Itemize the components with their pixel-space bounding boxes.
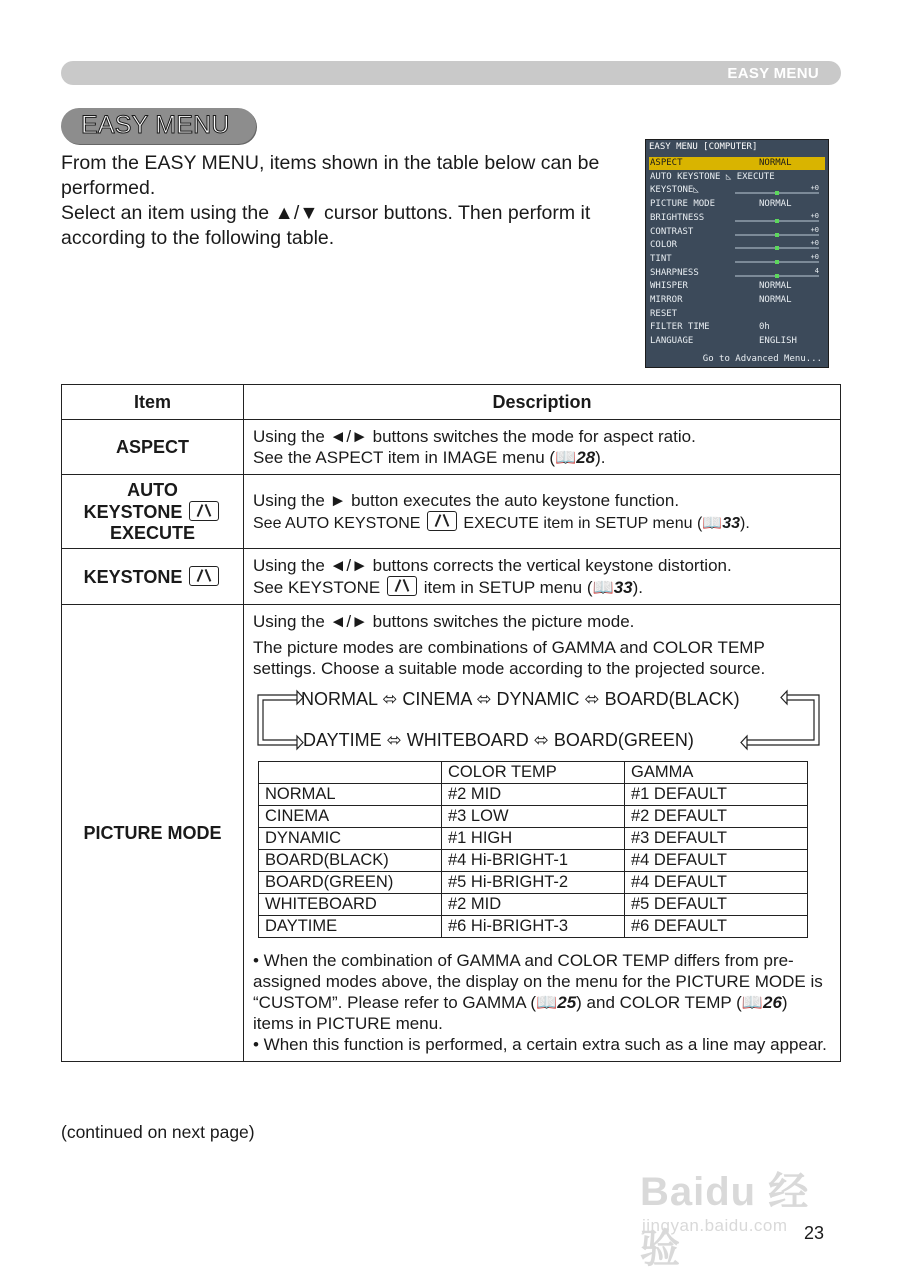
osd-row — [649, 171, 825, 184]
mode-table-cell: CINEMA — [259, 806, 442, 828]
osd-row — [649, 157, 825, 170]
mode-table-cell: #6 DEFAULT — [625, 916, 808, 938]
page-reference[interactable] — [702, 515, 740, 532]
mode-table-row — [259, 916, 808, 938]
osd-row-number: +0 — [810, 252, 819, 261]
osd-row-label: RESET — [650, 308, 678, 319]
keystone-icon — [189, 566, 219, 586]
mode-table-cell: WHITEBOARD — [259, 894, 442, 916]
mode-table-cell: #1 DEFAULT — [625, 784, 808, 806]
osd-slider-knob — [775, 191, 779, 195]
item-picture-mode: PICTURE MODE — [62, 605, 244, 1062]
keystone-icon — [427, 511, 457, 531]
osd-row-number: +0 — [810, 225, 819, 234]
book-icon: 📖 — [555, 448, 577, 467]
osd-row-label: TINT — [650, 253, 672, 264]
mode-table-cell: BOARD(BLACK) — [259, 850, 442, 872]
item-aspect: ASPECT — [62, 420, 244, 475]
mode-table-row — [259, 850, 808, 872]
col-header-item: Item — [62, 385, 244, 420]
osd-row-label: ASPECT — [650, 158, 683, 168]
picture-mode-note-1 — [253, 950, 831, 1034]
osd-row-label: COLOR — [650, 240, 678, 251]
osd-row-label: PICTURE MODE — [650, 199, 716, 210]
item-auto-keystone-line2 — [66, 501, 239, 523]
desc-auto-keystone-line1: Using the ► button executes the auto keystone function. — [253, 490, 680, 510]
osd-row-slider — [735, 261, 819, 263]
book-icon: 📖 — [592, 578, 614, 597]
mode-table-cell: BOARD(GREEN) — [259, 872, 442, 894]
section-title-pill — [61, 108, 256, 144]
item-auto-keystone — [62, 475, 244, 549]
osd-menu-screenshot — [645, 139, 829, 368]
keystone-icon — [189, 501, 219, 521]
page-number-ref: 33 — [613, 578, 633, 597]
mode-table-cell: #3 LOW — [442, 806, 625, 828]
picture-mode-cycle-diagram — [253, 685, 831, 751]
osd-row-label: KEYSTONE◺ — [650, 185, 699, 196]
osd-row — [649, 294, 825, 307]
mode-table-cell: DYNAMIC — [259, 828, 442, 850]
text-fragment: See KEYSTONE — [253, 578, 381, 597]
mode-table-cell: #1 HIGH — [442, 828, 625, 850]
osd-row-label: FILTER TIME — [650, 322, 710, 333]
osd-row-number: 4 — [814, 266, 819, 275]
table-row-keystone — [62, 549, 841, 605]
table-row-picture-mode — [62, 605, 841, 1062]
table-row-auto-keystone — [62, 475, 841, 549]
osd-slider-knob — [775, 233, 779, 237]
osd-row-slider — [735, 220, 819, 222]
osd-row-value: ENGLISH — [759, 336, 797, 347]
text-fragment: KEYSTONE — [83, 566, 183, 587]
desc-picture-mode — [244, 605, 841, 1062]
page-reference[interactable] — [593, 578, 633, 597]
intro-text — [61, 151, 621, 251]
book-icon: 📖 — [702, 514, 723, 532]
desc-auto-keystone — [244, 475, 841, 549]
mode-table-cell: #2 DEFAULT — [625, 806, 808, 828]
cycle-line-2: DAYTIME ⬄ WHITEBOARD ⬄ BOARD(GREEN) — [303, 730, 694, 750]
text-fragment: See the ASPECT item in IMAGE menu ( — [253, 448, 556, 467]
mode-table-header-cell: COLOR TEMP — [442, 762, 625, 784]
header-bar — [61, 61, 841, 85]
osd-row-label: CONTRAST — [650, 226, 694, 237]
osd-row — [649, 321, 825, 334]
text-fragment: ) items in PICTURE menu. — [253, 993, 788, 1033]
table-header-row — [62, 385, 841, 420]
mode-table-cell: #3 DEFAULT — [625, 828, 808, 850]
osd-row — [649, 239, 825, 252]
desc-keystone-line2 — [253, 576, 831, 598]
item-auto-keystone-line3: EXECUTE — [109, 522, 196, 543]
osd-row-value: NORMAL — [759, 158, 792, 168]
osd-row — [649, 226, 825, 239]
osd-row — [649, 267, 825, 280]
picture-mode-table — [258, 761, 808, 938]
mode-table-row — [259, 894, 808, 916]
osd-row — [649, 335, 825, 348]
mode-table-cell: #4 DEFAULT — [625, 872, 808, 894]
osd-title: EASY MENU [COMPUTER] — [649, 142, 758, 152]
mode-table-row — [259, 828, 808, 850]
osd-slider-knob — [775, 219, 779, 223]
picture-mode-note-2: • When this function is performed, a certain extra such as a line may appear. — [253, 1035, 827, 1054]
book-icon: 📖 — [536, 993, 558, 1012]
mode-table-cell: NORMAL — [259, 784, 442, 806]
intro-paragraph-1: From the EASY MENU, items shown in the table below can be performed. — [61, 152, 600, 199]
desc-keystone — [244, 549, 841, 605]
text-fragment: ) and COLOR TEMP ( — [576, 993, 742, 1012]
mode-table-cell: #2 MID — [442, 784, 625, 806]
osd-row-label: AUTO KEYSTONE ◺ EXECUTE — [650, 171, 775, 182]
osd-footer: Go to Advanced Menu... — [702, 354, 822, 364]
osd-slider-knob — [775, 274, 779, 278]
watermark-main: Baidu 经验 — [640, 1170, 810, 1271]
osd-row-label: MIRROR — [650, 295, 683, 305]
desc-keystone-line1: Using the ◄/► buttons corrects the vertical keystone distortion. — [253, 556, 732, 575]
osd-row — [649, 198, 825, 211]
mode-table-cell: #5 Hi-BRIGHT-2 — [442, 872, 625, 894]
text-fragment: ). — [632, 578, 643, 597]
mode-table-header-row — [259, 762, 808, 784]
section-title: EASY MENU — [81, 111, 230, 139]
col-header-description: Description — [244, 385, 841, 420]
header-section-label: EASY MENU — [727, 65, 819, 82]
mode-table-header-cell — [259, 762, 442, 784]
easy-menu-table — [61, 384, 841, 1062]
item-auto-keystone-line1: AUTO — [127, 479, 178, 500]
item-keystone — [62, 549, 244, 605]
page-reference[interactable] — [742, 993, 782, 1012]
osd-row — [649, 280, 825, 293]
osd-row-value: NORMAL — [759, 281, 792, 292]
page-number-ref: 26 — [763, 993, 782, 1012]
text-fragment: • When the combination of GAMMA and COLOR TEMP differs from pre-assigned modes above, the display on the menu for the PICTURE MODE is “CUSTOM”. Please refer to GAMMA ( — [253, 951, 823, 1012]
text-fragment: ). — [740, 514, 750, 532]
osd-row-slider — [735, 247, 819, 249]
desc-auto-keystone-line2 — [253, 511, 831, 534]
mode-table-cell: #6 Hi-BRIGHT-3 — [442, 916, 625, 938]
mode-table-cell: DAYTIME — [259, 916, 442, 938]
osd-row-label: WHISPER — [650, 281, 688, 292]
osd-row-number: +0 — [810, 239, 819, 248]
mode-table-cell: #4 Hi-BRIGHT-1 — [442, 850, 625, 872]
page-reference[interactable] — [555, 448, 595, 467]
osd-row — [649, 253, 825, 266]
desc-picture-mode-p2: The picture modes are combinations of GAMMA and COLOR TEMP settings. Choose a suitable mode according to the projected source. — [253, 638, 766, 678]
osd-row — [649, 212, 825, 225]
osd-row-value: NORMAL — [759, 199, 792, 210]
osd-slider-knob — [775, 246, 779, 250]
page-number-ref: 25 — [557, 993, 577, 1012]
cycle-line-1: NORMAL ⬄ CINEMA ⬄ DYNAMIC ⬄ BOARD(BLACK) — [301, 689, 740, 709]
osd-row-label: SHARPNESS — [650, 267, 699, 278]
intro-paragraph-2: Select an item using the ▲/▼ cursor buttons. Then perform it according to the following table. — [61, 202, 591, 249]
osd-row-value: 0h — [759, 322, 770, 333]
table-row-aspect — [62, 420, 841, 475]
mode-table-cell: #5 DEFAULT — [625, 894, 808, 916]
mode-table-cell: #4 DEFAULT — [625, 850, 808, 872]
osd-row-number: +0 — [810, 184, 819, 193]
page-reference[interactable] — [536, 993, 576, 1012]
text-fragment: KEYSTONE — [83, 501, 183, 522]
osd-row-slider — [735, 234, 819, 236]
page-number-ref: 33 — [722, 514, 740, 532]
osd-row-slider — [735, 275, 819, 277]
mode-table-cell: #2 MID — [442, 894, 625, 916]
watermark-sub: jingyan.baidu.com — [642, 1216, 788, 1235]
desc-aspect — [244, 420, 841, 475]
mode-table-header-cell: GAMMA — [625, 762, 808, 784]
osd-row — [649, 308, 825, 321]
osd-slider-knob — [775, 260, 779, 264]
osd-row — [649, 184, 825, 197]
page-number-ref: 28 — [576, 448, 596, 467]
osd-row-label: BRIGHTNESS — [650, 212, 705, 223]
desc-aspect-line2 — [253, 447, 831, 468]
continued-note: (continued on next page) — [61, 1122, 255, 1142]
text-fragment: ). — [595, 448, 606, 467]
osd-row-label: LANGUAGE — [650, 336, 694, 347]
text-fragment: See AUTO KEYSTONE — [253, 514, 421, 532]
text-fragment: item in SETUP menu ( — [423, 578, 593, 597]
keystone-icon — [387, 576, 417, 596]
desc-picture-mode-p1: Using the ◄/► buttons switches the picture mode. — [253, 612, 635, 631]
mode-table-row — [259, 784, 808, 806]
book-icon: 📖 — [741, 993, 763, 1012]
mode-table-row — [259, 806, 808, 828]
mode-table-row — [259, 872, 808, 894]
desc-aspect-line1: Using the ◄/► buttons switches the mode for aspect ratio. — [253, 427, 696, 446]
osd-row-slider — [735, 192, 819, 194]
osd-row-number: +0 — [810, 211, 819, 220]
osd-row-value: NORMAL — [759, 295, 792, 305]
page-number: 23 — [804, 1223, 825, 1243]
text-fragment: EXECUTE item in SETUP menu ( — [463, 514, 703, 532]
